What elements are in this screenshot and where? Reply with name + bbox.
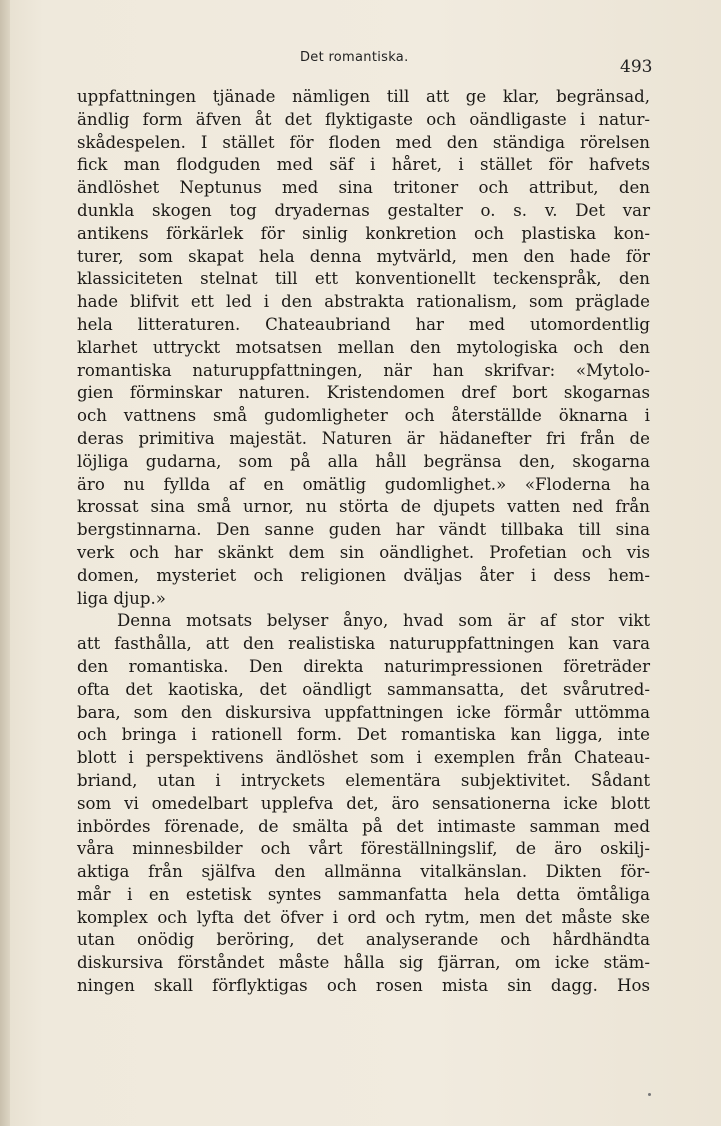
text-line: uppfattningen tjänade nämligen till att ge klar, begränsad, (77, 87, 650, 106)
text-line: ändlig form äfven åt det flyktigaste och oändligaste i natur- (77, 109, 650, 129)
body-text (77, 86, 650, 998)
text-line: klarhet uttryckt motsatsen mellan den mytologiska och den (77, 337, 650, 357)
text-line: klassiciteten stelnat till ett konventionellt teckenspråk, den (77, 269, 650, 289)
text-line: inbördes förenade, de smälta på det intimaste samman med (77, 816, 650, 836)
running-title: Det romantiska. (300, 50, 409, 65)
page-gutter-shadow (0, 0, 10, 1126)
text-line: som vi omedelbart upplefva det, äro sensationerna icke blott (77, 793, 650, 813)
text-line: bara, som den diskursiva uppfattningen icke förmår uttömma (77, 702, 650, 722)
text-line: bergstinnarna. Den sanne guden har vändt tillbaka till sina (77, 520, 650, 540)
text-line: komplex och lyfta det öfver i ord och rytm, men det måste ske (77, 907, 650, 927)
text-line: äro nu fyllda af en omätlig gudomlighet.» «Floderna ha (77, 474, 650, 494)
text-line: antikens förkärlek för sinlig konkretion och plastiska kon- (77, 223, 650, 243)
text-line: briand, utan i intryckets elementära subjektivitet. Sådant (77, 770, 650, 790)
text-line: mår i en estetisk syntes sammanfatta hela detta ömtåliga (77, 884, 650, 904)
text-line: fick man flodguden med säf i håret, i stället för hafvets (77, 155, 650, 175)
text-line: verk och har skänkt dem sin oändlighet. Profetian och vis (77, 542, 650, 562)
text-line: våra minnesbilder och vårt föreställningslif, de äro oskilj- (77, 839, 650, 859)
text-line: krossat sina små urnor, nu störta de djupets vatten ned från (77, 497, 650, 517)
text-line: löjliga gudarna, som på alla håll begränsa den, skogarna (77, 451, 650, 471)
text-line: blott i perspektivens ändlöshet som i exemplen från Chateau- (77, 748, 650, 768)
text-line: ningen skall förflyktigas och rosen mista sin dagg. Hos (77, 976, 650, 996)
text-line: ändlöshet Neptunus med sina tritoner och attribut, den (77, 178, 650, 198)
paragraph-2 (77, 610, 650, 998)
text-line: romantiska naturuppfattningen, när han skrifvar: «Mytolo- (77, 360, 650, 380)
text-line: den romantiska. Den direkta naturimpressionen företräder (77, 656, 650, 676)
text-line: domen, mysteriet och religionen dväljas åter i dess hem- (77, 565, 650, 585)
text-line: ofta det kaotiska, det oändligt sammansatta, det svårutred- (77, 679, 650, 699)
text-line: och bringa i rationell form. Det romantiska kan ligga, inte (77, 725, 650, 745)
text-line: diskursiva förståndet måste hålla sig fjärran, om icke stäm- (77, 953, 650, 973)
text-line: dunkla skogen tog dryadernas gestalter o. s. v. Det var (77, 200, 650, 220)
text-line: deras primitiva majestät. Naturen är hädanefter fri från de (77, 428, 650, 448)
text-line: aktiga från själfva den allmänna vitalkänslan. Dikten för- (77, 862, 650, 882)
paragraph-1 (77, 86, 650, 610)
text-line: utan onödig beröring, det analyserande och hårdhändta (77, 930, 650, 950)
page-number: 493 (620, 57, 653, 77)
text-line: att fasthålla, att den realistiska naturuppfattningen kan vara (77, 634, 650, 654)
text-line: hade blifvit ett led i den abstrakta rationalism, som präglade (77, 292, 650, 312)
text-line: liga djup.» (77, 588, 166, 608)
text-line: Denna motsats belyser ånyo, hvad som är af stor vikt (117, 611, 650, 631)
text-line: skådespelen. I stället för floden med den ständiga rörelsen (77, 132, 650, 152)
text-line: hela litteraturen. Chateaubriand har med utomordentlig (77, 314, 650, 334)
print-speck (648, 1093, 651, 1096)
text-line: gien förminskar naturen. Kristendomen dref bort skogarnas (77, 383, 650, 403)
text-line: turer, som skapat hela denna mytvärld, men den hade för (77, 246, 650, 266)
text-line: och vattnens små gudomligheter och återställde öknarna i (77, 406, 650, 426)
